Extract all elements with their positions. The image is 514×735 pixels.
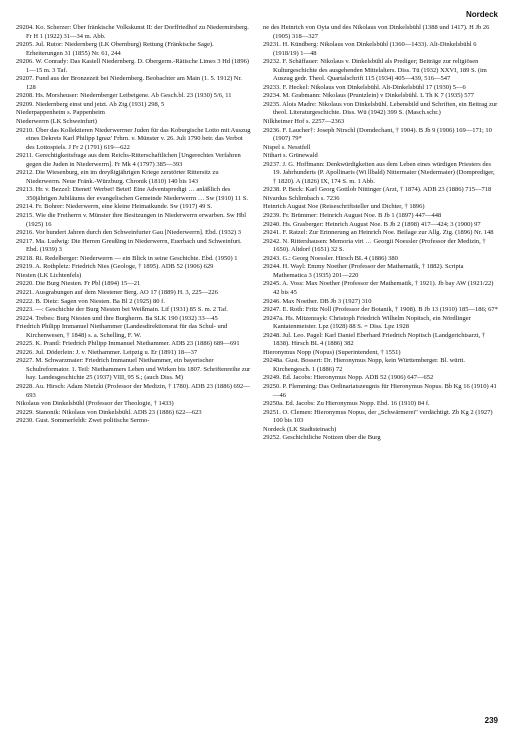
- bibliography-entry: ne des Heinrich von Oyta und des Nikolaus von Dinkelsbühl (1388 und 1417). H Jb 26 (1905) 318—327: [263, 24, 490, 40]
- bibliography-entry: 29248a. Gust. Bossert: Dr. Hieronymus Nopp, kein Württemberger. Bl. württ. Kirchengesch. 1 (1886) 72: [263, 357, 465, 373]
- bibliography-entry: 29250. P. Flemming: Das Ordinariatszeugnis für Hieronymus Nopus. Bb Kg 16 (1910) 41—46: [263, 382, 497, 399]
- bibliography-entry: 29228. Au. Hirsch: Adam Nietzki (Professor der Medizin, † 1780). ADB 23 (1886) 692—693: [16, 382, 250, 399]
- bibliography-entry: Niesten (LK Lichtenfels): [16, 271, 82, 279]
- bibliography-entry: 29247. E. Roth: Fritz Noll (Professor der Botanik, † 1908). B Jb 13 (1910) 185—186; 67*: [263, 306, 498, 314]
- bibliography-entry: 29227. M. Schwarzmaier: Friedrich Immanuel Niethammer, ein bayerischer Schulreformator. 1. Teil: Niethammers Leben und Wirken bis 1807. Schriftenreihe zur bay. Landesgeschichte 25 (1937) VIII, 95 S.; (auch Diss. M): [16, 357, 251, 382]
- bibliography-entry: 29222. B. Dietz: Sagen von Niesten. Ba Bl 2 (1925) 80 f.: [16, 297, 165, 305]
- page-footer: [0, 716, 514, 726]
- bibliography-entry: 29223. —: Geschichte der Burg Niesten bei Weißmain. Lif (1931) 85 S. m. 2 Taf.: [16, 306, 228, 314]
- bibliography-entry: 29206. W. Conrady: Das Kastell Niedernberg. D. Obergerm.-Rätische Limes 3 Hd (1896) 1—15 m. 3 Taf.: [16, 58, 249, 74]
- bibliography-entry: Nispel s. Nesstfell: [263, 143, 311, 151]
- bibliography-entry: 29204. Ko. Scherzer: Über fränkische Volkskunst II: der Dorffriedhof zu Niedermirsberg. Fr H 1 (1922) 31—34 m. Abb.: [16, 24, 249, 40]
- bibliography-entry: Friedrich Philipp Immanuel Niethammer (Landesdirektionsrat für das Schul- und Kirchenwesen, † 1848) s. a. Schelling, F. W.: [16, 323, 228, 339]
- bibliography-entry: 29232. F. Schäffauer: Nikolaus v. Dinkelsbühl als Prediger; Beiträge zur religiösen Kulturgeschichte des ausgehenden Mittelalters. Diss. Tü (1932) XXVI, 189 S. (im Auszug gedr. Theol. Quartalschrift 115 (1934) 405—439, 516—547: [263, 58, 487, 83]
- bibliography-entry: 29238. P. Beck: Karl Georg Gottlob Nittinger (Arzt, † 1874). ADB 23 (1886) 715—718: [263, 186, 492, 194]
- left-column: [16, 24, 252, 426]
- bibliography-entry: 29224. Trebes: Burg Niesten und ihre Burgherrn. Ba SLK 190 (1932) 33—45: [16, 314, 218, 322]
- bibliography-entry: 29248. Jul. Leo. Pagel: Karl Daniel Eberhard Friedrich Nopitsch (Landgerichtsarzt, † 1838). Hirsch BL 4 (1886) 382: [263, 331, 486, 348]
- bibliography-entry: 29220. Die Burg Niesten. Fr Pbl (1894) 15—21: [16, 280, 141, 288]
- bibliography-entry: Heinrich August Noe (Reiseschriftsteller und Dichter, † 1896): [263, 203, 425, 211]
- bibliography-entry: 29213. Hr. v. Bezzel: Dienet! Werbet! Betet! Eine Adventspredigt … anläßlich des 350jährigen Jubiläums der evangelischen Gemeinde Niederwerrn … Sw (1910) 11 S.: [16, 186, 248, 202]
- bibliography-entry: 29240. Hs. Grasberger: Heinrich August Noe. B Jb 2 (1898) 417—424; 3 (1900) 97: [263, 220, 481, 228]
- bibliography-entry: 29214. Fr. Bohrer: Niederwerrn, eine kleine Heimatkunde. Sw (1917) 49 S.: [16, 203, 213, 211]
- bibliography-entry: Hieronymus Nopp (Nopus) (Superintendent, † 1551): [263, 348, 401, 356]
- bibliography-entry: 29239. Fr. Brümmer: Heinrich August Noe. B Jb 1 (1897) 447—448: [263, 212, 442, 220]
- bibliography-entry: 29251. O. Clemen: Hieronymus Nopus, der „Schwärmerei" verdächtigt. Zb Kg 2 (1927) 100 bis 103: [263, 408, 493, 425]
- bibliography-entry: 29229. Stanonik: Nikolaus von Dinkelsbühl. ADB 23 (1886) 622—623: [16, 408, 202, 416]
- bibliography-entry: 29211. Gerechtigkeitsfrage aus dem Reichs-Ritterschaftlichen [Ungerechtes Verfahren gegen die Juden in Niederwerrn]. Fr Mk 4 (1797) 385—393: [16, 152, 241, 168]
- bibliography-entry: 29241. F. Ratzel: Zur Erinnerung an Heinrich Noe. Beilage zur Allg. Ztg. (1896) Nr. 148: [263, 229, 494, 237]
- bibliography-entry: 29219. A. Rothpletz: Friedrich Nies (Geologe, † 1895). ADB 52 (1906) 629: [16, 263, 214, 271]
- bibliography-entry: Niederpappenheim s. Pappenheim: [16, 109, 105, 117]
- bibliography-entry: 29217. Ma. Ludwig: Die Herren Greußing in Niederwerrn, Euerbach und Schweinfurt. Ebd. (1939) 3: [16, 237, 242, 254]
- bibliography-entry: 29242. N. Rittershausen: Memoria viri … Georgii Noessler (Professor der Medizin, † 1650). Altdorf (1651) 32 S.: [263, 237, 486, 254]
- page-header: [0, 10, 514, 24]
- bibliography-entry: 29221. Ausgrabungen auf dem Niestener Berg. AO 17 (1889) H. 3, 225—226: [16, 288, 218, 296]
- bibliography-entry: 29244. H. Wayl: Emmy Noether (Professor der Mathematik, † 1882). Scripta Mathematica 3 (1935) 201—220: [263, 263, 464, 279]
- bibliography-entry: 29226. Jul. Döderlein: J. v. Niethammer. Leipzig u. Er (1891) 18—37: [16, 348, 198, 356]
- bibliography-entry: 29252. Geschichtliche Notizen über die Burg: [263, 434, 381, 442]
- bibliography-entry: 29212. Die Wiesenburg, ein im dreyßigjährigen Kriege zerstörter Rittersitz zu Niederwerrn. Neue Fränk.-Würzburg. Chronik (1810) 140 bis 143: [16, 169, 219, 185]
- bibliography-entry: 29236. F. Laucher†: Joseph Nirschl (Domdechant, † 1904). B Jb 9 (1906) 169—171; 10 (1907) 79*: [263, 126, 492, 143]
- bibliography-entry: 29234. M. Grabmann: Nikolaus (Pruntzlein) v Dinkelsbühl. L Th K 7 (1935) 577: [263, 92, 475, 100]
- bibliography-entry: 29205. Jul. Rutor: Niedernberg (LK Obernburg) Rettung (Fränkische Sage). Erheiterungen 31 (1855) Nr. 61, 244: [16, 41, 214, 57]
- bibliography-entry: 29210. Über das Kollektieren Niederwerrner Juden für das Koburgische Lotto mit Auszug eines Dekrets Karl Philipp Ignaz' Frhrn. v. Münster v. 26. Juli 1790 betr. das Verbot des Lottospiels. J Fr 2 (1791) 619—622: [16, 126, 251, 151]
- running-head: Nordeck: [465, 10, 498, 19]
- bibliography-entry: 29250a. Ed. Jacobs: Zu Hieronymus Nopp. Ebd. 16 (1910) 84 f.: [263, 400, 430, 408]
- bibliography-entry: 29231. H. Kündberg: Nikolaus von Dinkelsbühl (1360—1433). Alt-Dinkelsbühl 6 (1918/19) 1—48: [263, 41, 477, 57]
- bibliography-entry: 29247a. Hs. Mitzenrayk: Christoph Friedrich Wilhelm Nopitsch, ein Nördlinger Kantatenmeister. Lpz (1928) 88 S. = Diss. Lpz 1928: [263, 314, 471, 331]
- page-number: 239: [484, 716, 498, 725]
- bibliography-entry: 29215. Wie die Freiherrn v. Münster ihre Besitzungen in Niederwerrn erwarben. Sw Hbl (1925) 16: [16, 212, 247, 228]
- bibliography-entry: 29243. G.: Georg Noessler. Hirsch BL 4 (1886) 380: [263, 254, 398, 262]
- bibliography-entry: 29216. Vor hundert Jahren durch den Schweinfurter Gau [Niederwerrn]. Ebd. (1932) 3: [16, 229, 242, 237]
- bibliography-entry: 29230. Gust. Sommerfeldt: Zwei politische Sermo-: [16, 417, 150, 425]
- bibliography-entry: 29233. F. Heckel: Nikolaus von Dinkelsbühl. Alt-Dinkelsbühl 17 (1930) 5—6: [263, 83, 466, 91]
- bibliography-entry: 29207. Fund aus der Bronzezeit bei Niedernberg. Beobachter am Main (1. 5. 1912) Nr. 128: [16, 75, 242, 91]
- bibliography-columns: [0, 24, 514, 704]
- bibliography-entry: 29209. Niedernberg einst und jetzt. Ab Ztg (1931) 298, 5: [16, 100, 165, 108]
- bibliography-entry: 29218. Ri. Redelberger: Niederwerrn — ein Blick in seine Geschichte. Ebd. (1950) 1: [16, 254, 238, 262]
- bibliography-entry: 29245. A. Voss: Max Noether (Professor der Mathematik, † 1921). Jb bay AW (1921/22) 42 bis 45: [263, 280, 494, 296]
- bibliography-entry: Nivardus Schlimbach s. 7236: [263, 194, 340, 202]
- bibliography-entry: 29246. Max Noether. DB Jb 3 (1927) 310: [263, 297, 372, 305]
- bibliography-entry: 29237. J. G. Hoffmann: Denkwürdigkeiten aus dem Leben eines würdigen Priesters des 19. Jahrhunderts (P. Apollinaris (Wi llbald) Nittermaier (Niedermaier) (Domprediger, † 1820). A (1826) IX, 174 S. m. 1 Abb.: [263, 160, 495, 185]
- bibliography-entry: Nikolaus von Dinkelsbühl (Professor der Theologie, † 1433): [16, 400, 174, 408]
- bibliography-entry: Nilkheimer Hof s. 2257—2363: [263, 118, 345, 126]
- bibliography-entry: 29208. Hs. Morsheuser: Niedernberger Leibeigene. Ab Gesch.bl. 23 (1930) 5/6, 11: [16, 92, 232, 100]
- bibliography-entry: Nordeck (LK Stadtsteinach): [263, 425, 337, 433]
- bibliography-entry: 29225. K. Prantl: Friedrich Philipp Immanuel Niethammer. ADB 23 (1886) 689—691: [16, 340, 240, 348]
- bibliography-entry: 29235. Alois Madre: Nikolaus von Dinkelsbühl. Lebensbild und Schriften, ein Beitrag zur theol. Literaturgeschichte. Diss. Wü (1942) 399 S. (Masch.schr.): [263, 100, 498, 117]
- right-column: [263, 24, 498, 443]
- bibliography-entry: 29249. Ed. Jacobs: Hieronymus Nopp. ADB 52 (1906) 647—652: [263, 374, 434, 382]
- bibliography-entry: Niederwerrn (LK Schweinfurt): [16, 118, 97, 126]
- bibliography-entry: Nithart s. Grünewald: [263, 152, 318, 160]
